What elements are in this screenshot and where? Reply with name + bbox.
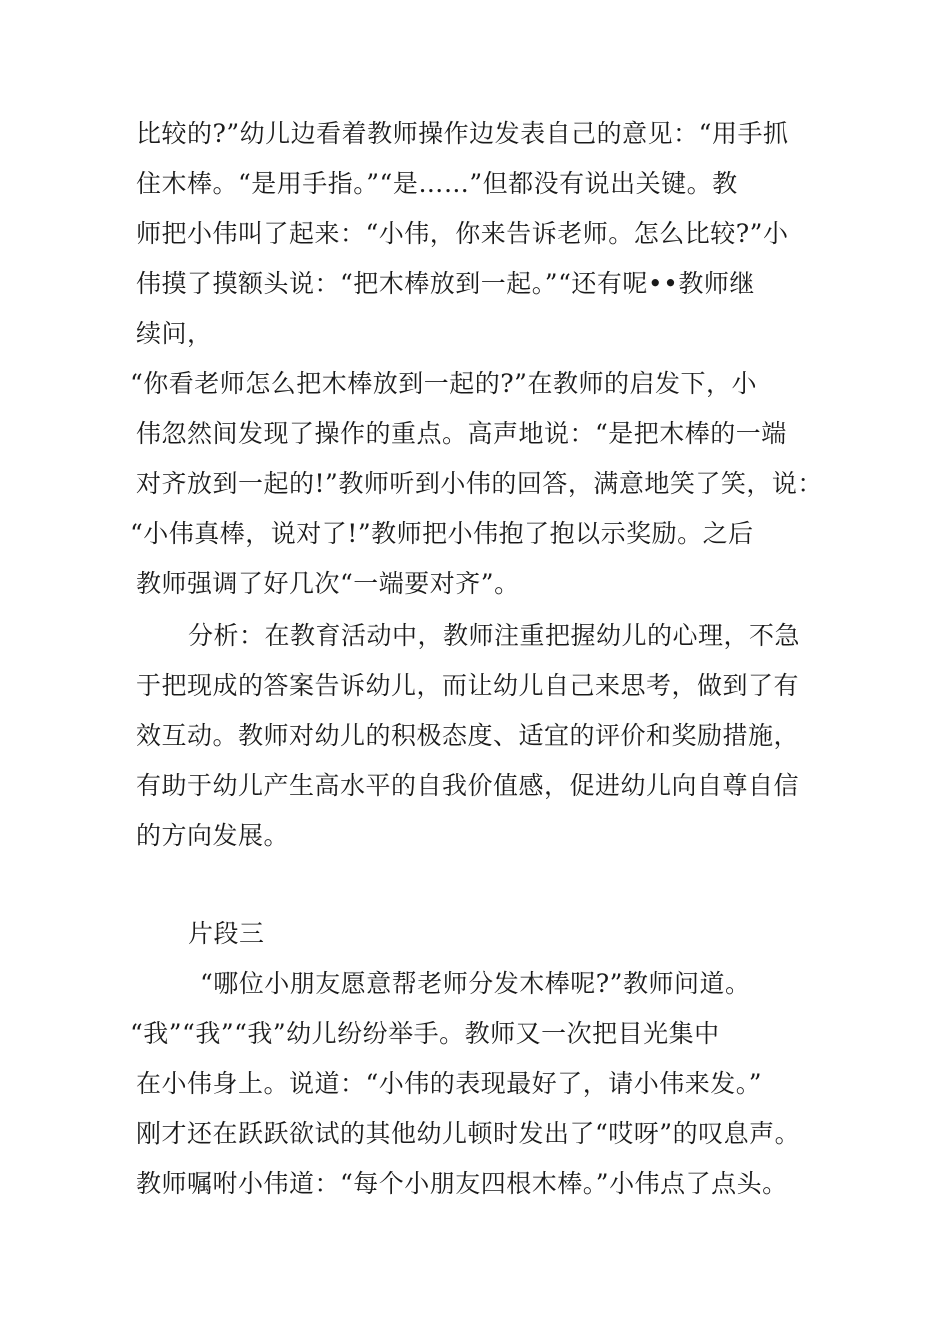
section-heading: 片段三 xyxy=(188,919,265,948)
analysis-line: 有助于幼儿产生高水平的自我价值感，促进幼儿向自尊自信 xyxy=(136,771,800,800)
analysis-line: 于把现成的答案告诉幼儿，而让幼儿自己来思考，做到了有 xyxy=(136,671,800,700)
paragraph-line: “我”“我”“我”幼儿纷纷举手。教师又一次把目光集中 xyxy=(130,1019,720,1048)
paragraph-line: 师把小伟叫了起来：“小伟，你来告诉老师。怎么比较?”小 xyxy=(136,219,789,248)
paragraph-line: 教师强调了好几次“一端要对齐”。 xyxy=(136,569,520,598)
paragraph-line: 伟忽然间发现了操作的重点。高声地说：“是把木棒的一端 xyxy=(136,419,787,448)
analysis-line: 的方向发展。 xyxy=(136,821,290,850)
paragraph-line: “小伟真棒，说对了!”教师把小伟抱了抱以示奖励。之后 xyxy=(130,519,754,548)
analysis-line: 分析：在教育活动中，教师注重把握幼儿的心理，不急 xyxy=(188,621,801,650)
paragraph-line: 刚才还在跃跃欲试的其他幼儿顿时发出了“哎呀”的叹息声。 xyxy=(136,1119,801,1148)
paragraph-line: 比较的?”幼儿边看着教师操作边发表自己的意见：“用手抓 xyxy=(136,119,789,148)
paragraph-line: “哪位小朋友愿意帮老师分发木棒呢?”教师问道。 xyxy=(200,969,751,998)
analysis-line: 效互动。教师对幼儿的积极态度、适宜的评价和奖励措施， xyxy=(136,721,800,750)
paragraph-line: “你看老师怎么把木棒放到一起的?”在教师的启发下，小 xyxy=(130,369,757,398)
paragraph-line: 教师嘱咐小伟道：“每个小朋友四根木棒。”小伟点了点头。 xyxy=(136,1169,788,1198)
paragraph-line: 对齐放到一起的!”教师听到小伟的回答，满意地笑了笑，说： xyxy=(136,469,823,498)
paragraph-line: 住木棒。“是用手指。”“是……”但都没有说出关键。教 xyxy=(136,169,738,198)
paragraph-line: 在小伟身上。说道：“小伟的表现最好了，请小伟来发。” xyxy=(136,1069,763,1098)
paragraph-line: 续问， xyxy=(136,319,213,348)
paragraph-line: 伟摸了摸额头说：“把木棒放到一起。”“还有呢••教师继 xyxy=(136,269,755,298)
